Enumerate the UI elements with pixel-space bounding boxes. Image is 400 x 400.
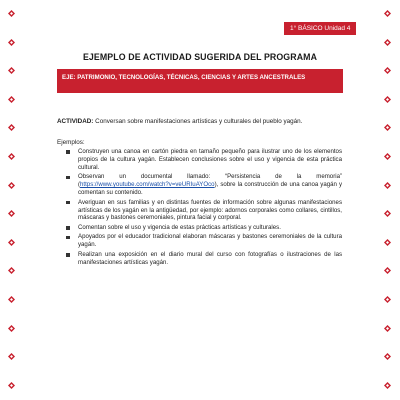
list-item: [66, 173, 342, 197]
diamond-ornament-icon: [384, 124, 391, 131]
list-item: [66, 233, 342, 249]
diamond-ornament-icon: [8, 296, 15, 303]
diamond-ornament-icon: [384, 353, 391, 360]
bullet-icon: [66, 150, 70, 154]
diamond-ornament-icon: [384, 153, 391, 160]
bullet-icon: [66, 236, 70, 240]
diamond-ornament-icon: [8, 124, 15, 131]
eje-banner: [57, 69, 343, 93]
page-title: EJEMPLO DE ACTIVIDAD SUGERIDA DEL PROGRAMA: [82, 52, 318, 62]
diamond-ornament-icon: [8, 325, 15, 332]
diamond-ornament-icon: [384, 239, 391, 246]
diamond-ornament-icon: [384, 39, 391, 46]
list-item: [66, 224, 342, 232]
list-item-text: Construyen una canoa en cartón piedra en tamaño pequeño para ilustrar uno de los elementos propios de la cultura yagán. Establecen conclusiones sobre el uso y vigencia de esta práctica cultural.: [78, 148, 342, 171]
list-item: [66, 148, 342, 172]
youtube-link[interactable]: https://www.youtube.com/watch?v=veURIuAYOco: [80, 181, 215, 189]
list-item: [66, 251, 342, 267]
list-item-text: Comentan sobre el uso y vigencia de estas prácticas artísticas y culturales.: [78, 223, 281, 231]
bullet-icon: [66, 176, 70, 180]
diamond-ornament-icon: [8, 382, 15, 389]
diamond-ornament-icon: [8, 39, 15, 46]
diamond-ornament-icon: [384, 67, 391, 74]
diamond-ornament-icon: [384, 182, 391, 189]
list-item-text: ), sobre la construcción de una canoa yagán y comentan su contenido.: [78, 181, 342, 197]
diamond-ornament-icon: [8, 96, 15, 103]
diamond-ornament-icon: [8, 10, 15, 17]
diamond-ornament-icon: [8, 67, 15, 74]
diamond-ornament-icon: [384, 325, 391, 332]
diamond-ornament-icon: [8, 182, 15, 189]
diamond-ornament-icon: [8, 353, 15, 360]
examples-label: Ejemplos:: [57, 139, 85, 146]
diamond-ornament-icon: [384, 10, 391, 17]
activity-label: ACTIVIDAD:: [57, 118, 94, 125]
diamond-ornament-icon: [8, 153, 15, 160]
bullet-icon: [66, 201, 70, 205]
activity-text: Conversan sobre manifestaciones artísticas y culturales del pueblo yagán.: [93, 118, 303, 125]
diamond-ornament-icon: [8, 210, 15, 217]
diamond-ornament-icon: [384, 267, 391, 274]
activity-statement: [57, 118, 347, 126]
list-item-text: Observan un documental llamado: “Persistencia de la memoria” (: [78, 173, 342, 189]
bullet-icon: [66, 226, 70, 230]
diamond-ornament-icon: [384, 382, 391, 389]
diamond-ornament-icon: [384, 96, 391, 103]
examples-list: [66, 148, 342, 268]
diamond-ornament-icon: [8, 267, 15, 274]
list-item-text: Averiguan en sus familias y en distintas fuentes de información sobre algunas manifestaciones artísticas de los yagán en la antigüedad, por ejemplo: adornos corporales como collares, cintillos, máscaras y bastones ceremoniales, pintura facial y corporal.: [78, 198, 342, 222]
list-item: [66, 199, 342, 223]
bullet-icon: [66, 253, 70, 257]
diamond-ornament-icon: [384, 296, 391, 303]
list-item-text: Realizan una exposición en el diario mural del curso con fotografías o ilustraciones de las manifestaciones artísticas yagán.: [78, 250, 342, 266]
diamond-ornament-icon: [384, 210, 391, 217]
unit-badge: 1° BÁSICO Unidad 4: [284, 22, 356, 35]
list-item-text: Apoyados por el educador tradicional elaboran máscaras y bastones ceremoniales de la cultura yagán.: [78, 233, 342, 249]
diamond-ornament-icon: [8, 239, 15, 246]
eje-text: EJE: PATRIMONIO, TECNOLOGÍAS, TÉCNICAS, CIENCIAS Y ARTES ANCESTRALES: [62, 74, 306, 81]
